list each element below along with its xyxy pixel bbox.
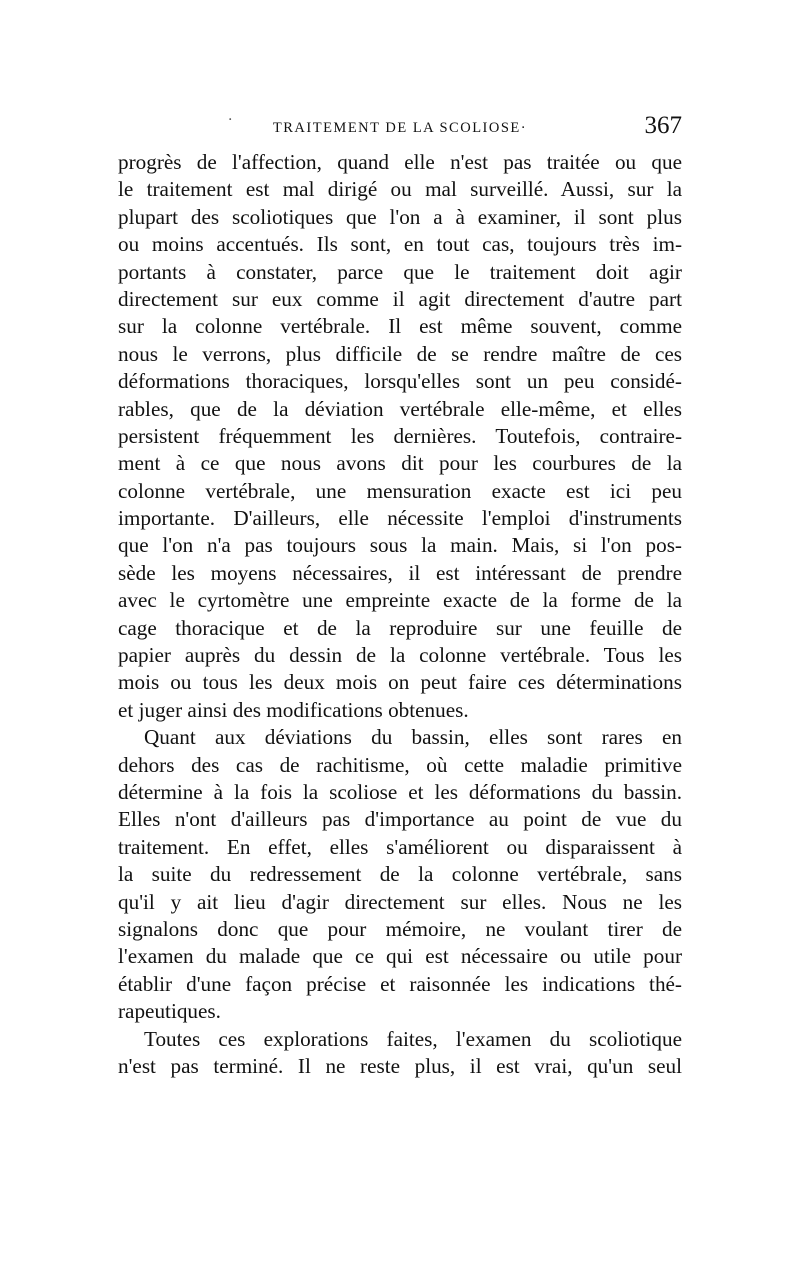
text-line: persistent fréquemment les dernières. Toutefois, contraire- [118, 423, 682, 448]
text-line: ou moins accentués. Ils sont, en tout cas, toujours très im- [118, 232, 682, 257]
body-text [118, 149, 682, 1080]
text-line: l'examen du malade que ce qui est nécessaire ou utile pour [118, 944, 682, 969]
text-line: nous le verrons, plus difficile de se rendre maître de ces [118, 341, 682, 366]
text-line: déformations thoraciques, lorsqu'elles sont un peu considé- [118, 369, 682, 394]
text-line: dehors des cas de rachitisme, où cette maladie primitive [118, 752, 682, 777]
running-title: TRAITEMENT DE LA SCOLIOSE· [272, 120, 528, 136]
text-line: que l'on n'a pas toujours sous la main. Mais, si l'on pos- [118, 533, 682, 558]
text-line: cage thoracique et de la reproduire sur une feuille de [118, 615, 682, 640]
header-dot-mark: · [228, 112, 233, 128]
text-line: qu'il y ait lieu d'agir directement sur elles. Nous ne les [118, 889, 682, 914]
text-line: ment à ce que nous avons dit pour les courbures de la [118, 451, 682, 476]
text-line: directement sur eux comme il agit directement d'autre part [118, 286, 682, 311]
text-line: rables, que de la déviation vertébrale elle-même, et elles [118, 396, 682, 421]
text-line: détermine à la fois la scoliose et les déformations du bassin. [118, 779, 682, 804]
text-line: plupart des scoliotiques que l'on a à examiner, il sont plus [118, 204, 682, 229]
text-line: avec le cyrtomètre une empreinte exacte de la forme de la [118, 588, 682, 613]
text-line: sur la colonne vertébrale. Il est même souvent, comme [118, 314, 682, 339]
text-line: portants à constater, parce que le traitement doit agir [118, 259, 682, 284]
running-head [118, 114, 682, 144]
text-line: sède les moyens nécessaires, il est intéressant de prendre [118, 560, 682, 585]
paragraph-start-line: Quant aux déviations du bassin, elles sont rares en [144, 725, 682, 750]
text-line: n'est pas terminé. Il ne reste plus, il est vrai, qu'un seul [118, 1053, 682, 1078]
text-line: papier auprès du dessin de la colonne vertébrale. Tous les [118, 643, 682, 668]
paragraph-end-line: et juger ainsi des modifications obtenues. [118, 697, 469, 722]
text-line: établir d'une façon précise et raisonnée les indications thé- [118, 971, 682, 996]
text-line: mois ou tous les deux mois on peut faire ces déterminations [118, 670, 682, 695]
text-line: importante. D'ailleurs, elle nécessite l'emploi d'instruments [118, 506, 682, 531]
paragraph-end-line: rapeutiques. [118, 999, 221, 1024]
text-line: le traitement est mal dirigé ou mal surveillé. Aussi, sur la [118, 177, 682, 202]
text-line: progrès de l'affection, quand elle n'est pas traitée ou que [118, 150, 682, 174]
text-line: colonne vertébrale, une mensuration exacte est ici peu [118, 478, 682, 503]
text-line: signalons donc que pour mémoire, ne voulant tirer de [118, 916, 682, 941]
text-line: Elles n'ont d'ailleurs pas d'importance au point de vue du [118, 807, 682, 832]
paragraph-start-line: Toutes ces explorations faites, l'examen du scoliotique [144, 1026, 682, 1051]
text-line: la suite du redressement de la colonne vertébrale, sans [118, 862, 682, 887]
page-number: 367 [644, 112, 682, 139]
text-line: traitement. En effet, elles s'améliorent ou disparaissent à [118, 834, 682, 859]
